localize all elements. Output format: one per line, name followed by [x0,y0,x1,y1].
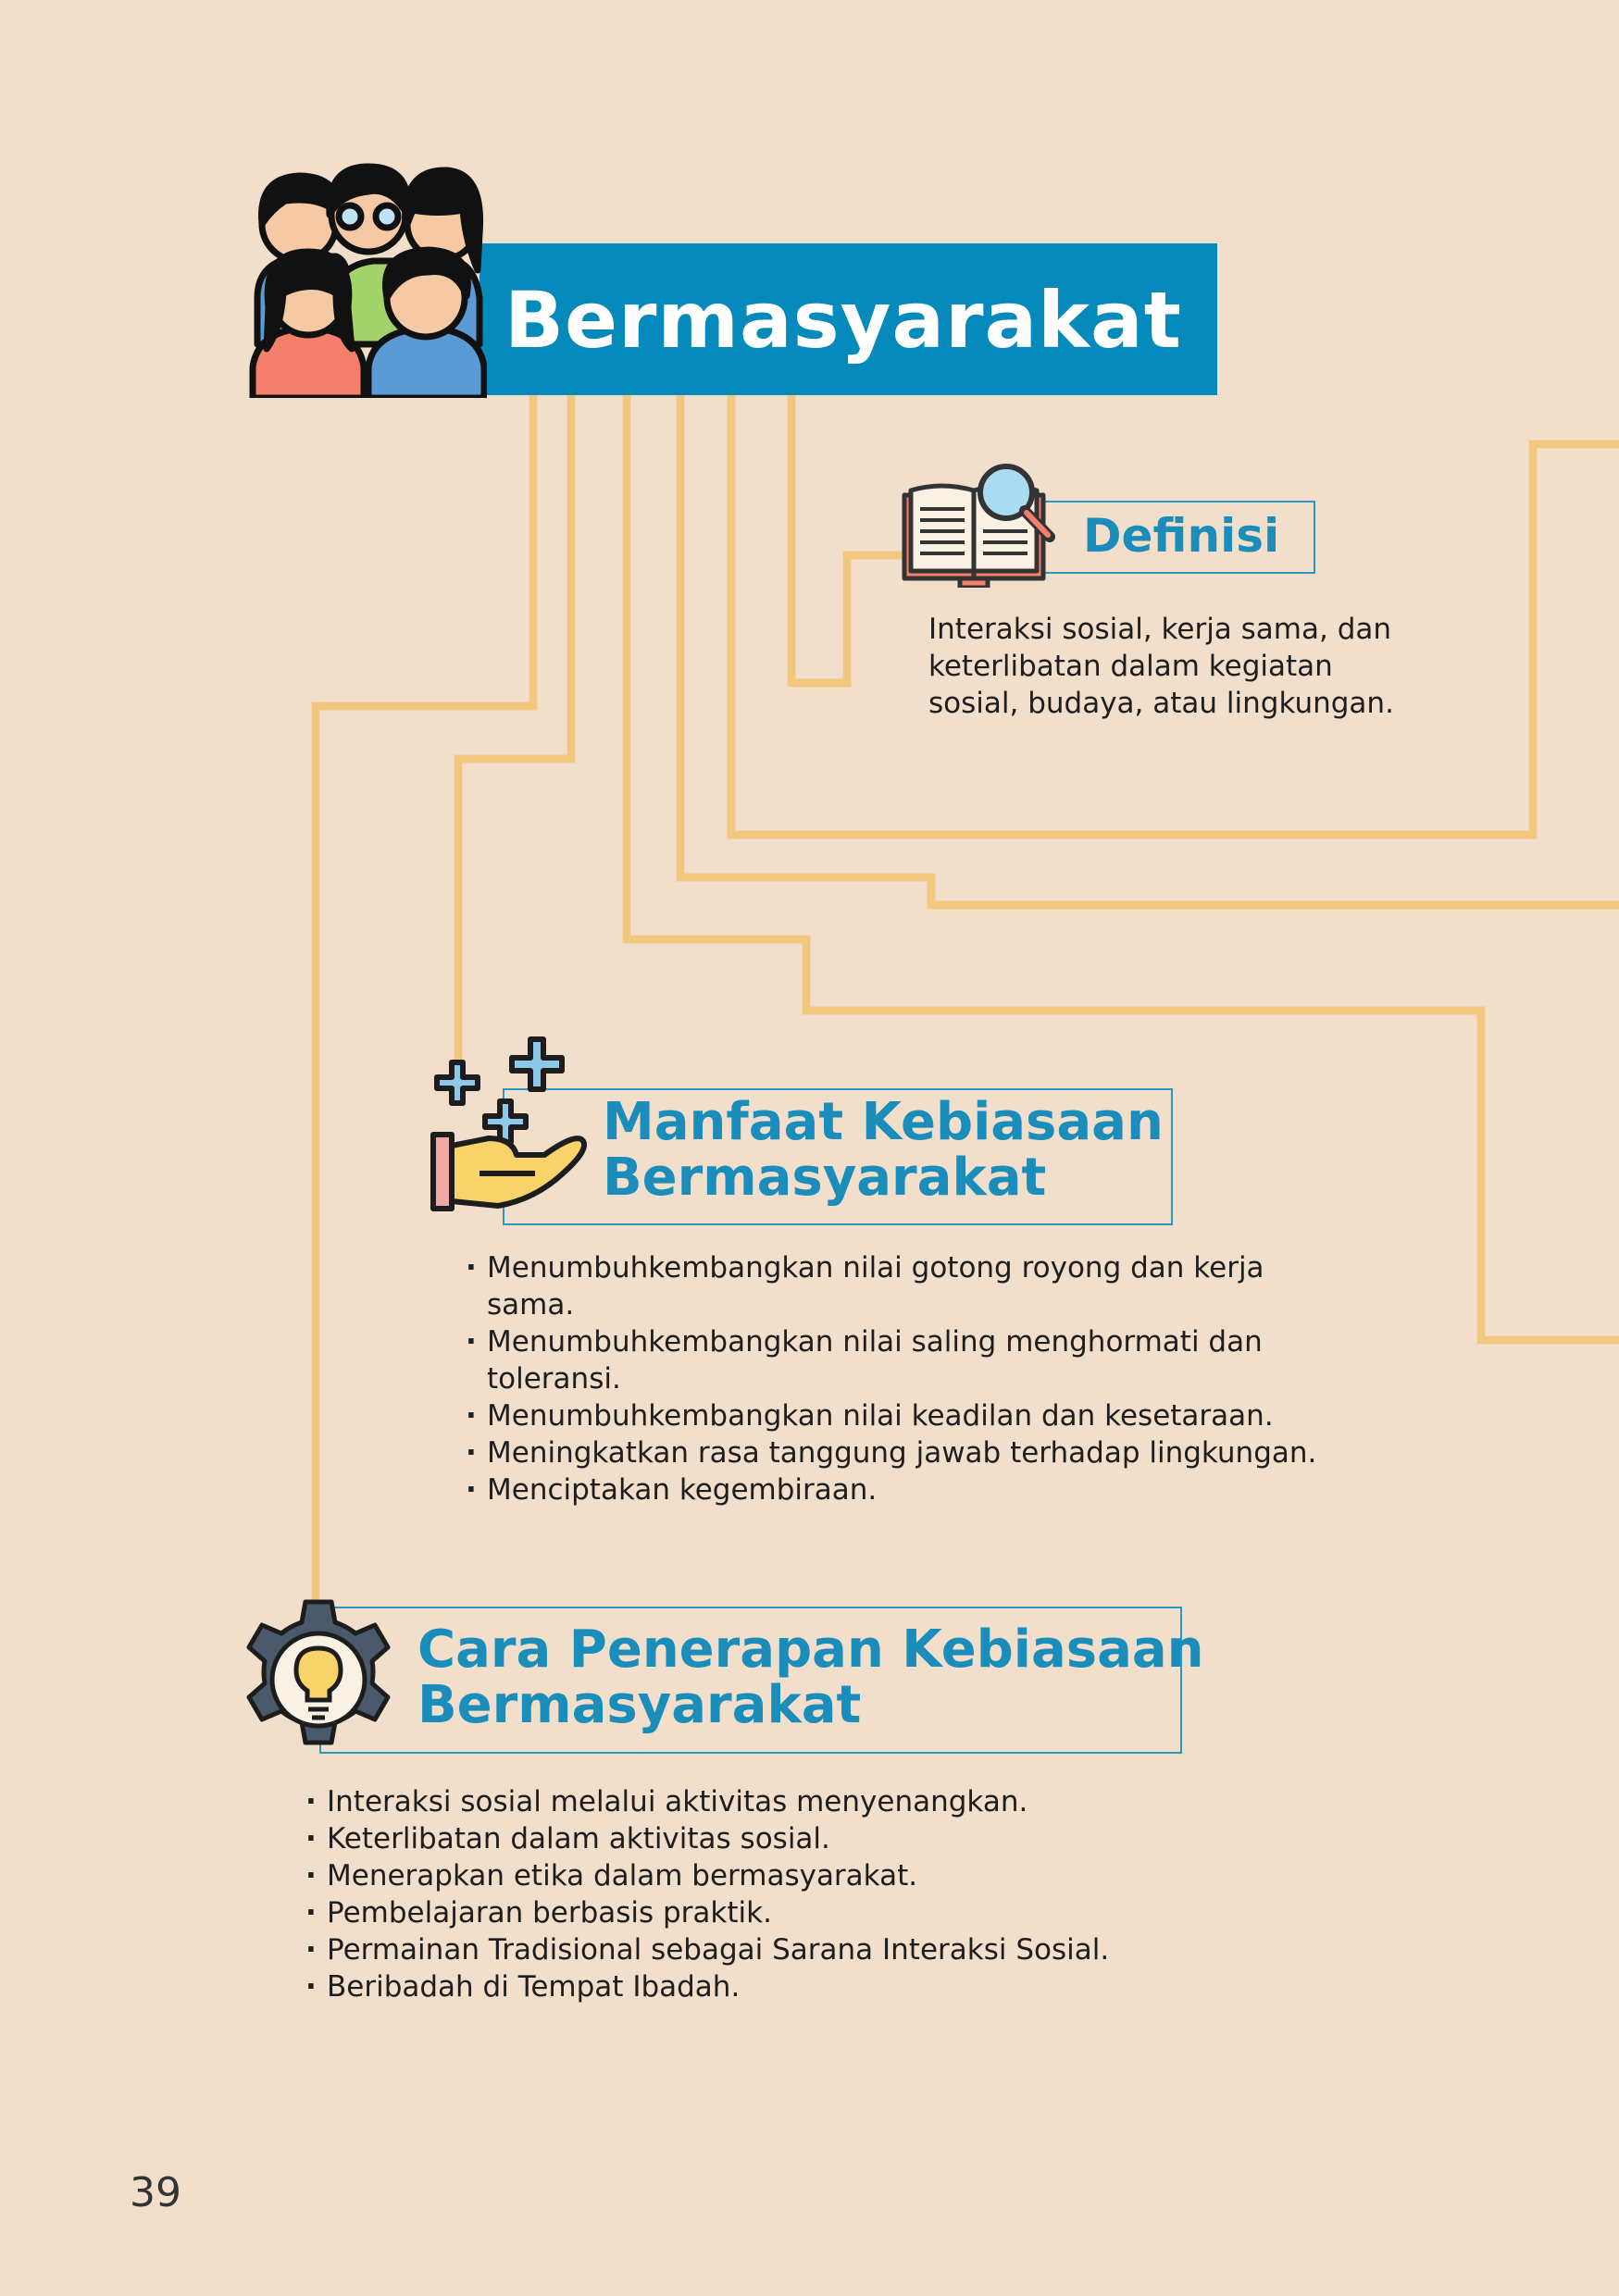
definisi-heading: Definisi [1083,509,1280,563]
list-item: · Menumbuhkembangkan nilai saling menghormati dan toleransi. [466,1323,1354,1397]
page-title: Bermasyarakat [504,275,1182,366]
hand-sparkle-icon [424,1035,591,1220]
list-item: · Beribadah di Tempat Ibadah. [305,1968,1324,2005]
manfaat-heading-line2: Bermasyarakat [603,1148,1047,1208]
line-to-manfaat [458,395,571,1103]
list-item: · Interaksi sosial melalui aktivitas menyenangkan. [305,1783,1324,1820]
list-item: · Menerapkan etika dalam bermasyarakat. [305,1857,1324,1894]
manfaat-heading-line1: Manfaat Kebiasaan [603,1092,1164,1152]
line-to-definisi [791,395,903,683]
people-group-icon [248,159,487,398]
book-magnifier-icon [900,463,1057,588]
list-item: · Pembelajaran berbasis praktik. [305,1894,1324,1931]
list-item: · Menumbuhkembangkan nilai keadilan dan kesetaraan. [466,1397,1354,1434]
page-number: 39 [130,2169,181,2216]
gear-bulb-icon [236,1597,401,1762]
list-item: · Keterlibatan dalam aktivitas sosial. [305,1820,1324,1857]
list-item: · Menciptakan kegembiraan. [466,1471,1354,1508]
cara-list [305,1783,1324,2005]
definisi-text: Interaksi sosial, kerja sama, dan keterlibatan dalam kegiatan sosial, budaya, atau lingkungan. [928,613,1394,720]
cara-heading-line2: Bermasyarakat [417,1675,862,1735]
manfaat-list [466,1249,1354,1508]
list-item: · Permainan Tradisional sebagai Sarana Interaksi Sosial. [305,1931,1324,1968]
list-item: · Meningkatkan rasa tanggung jawab terhadap lingkungan. [466,1434,1354,1471]
cara-heading-line1: Cara Penerapan Kebiasaan [417,1620,1204,1680]
list-item: · Menumbuhkembangkan nilai gotong royong dan kerja sama. [466,1249,1354,1323]
